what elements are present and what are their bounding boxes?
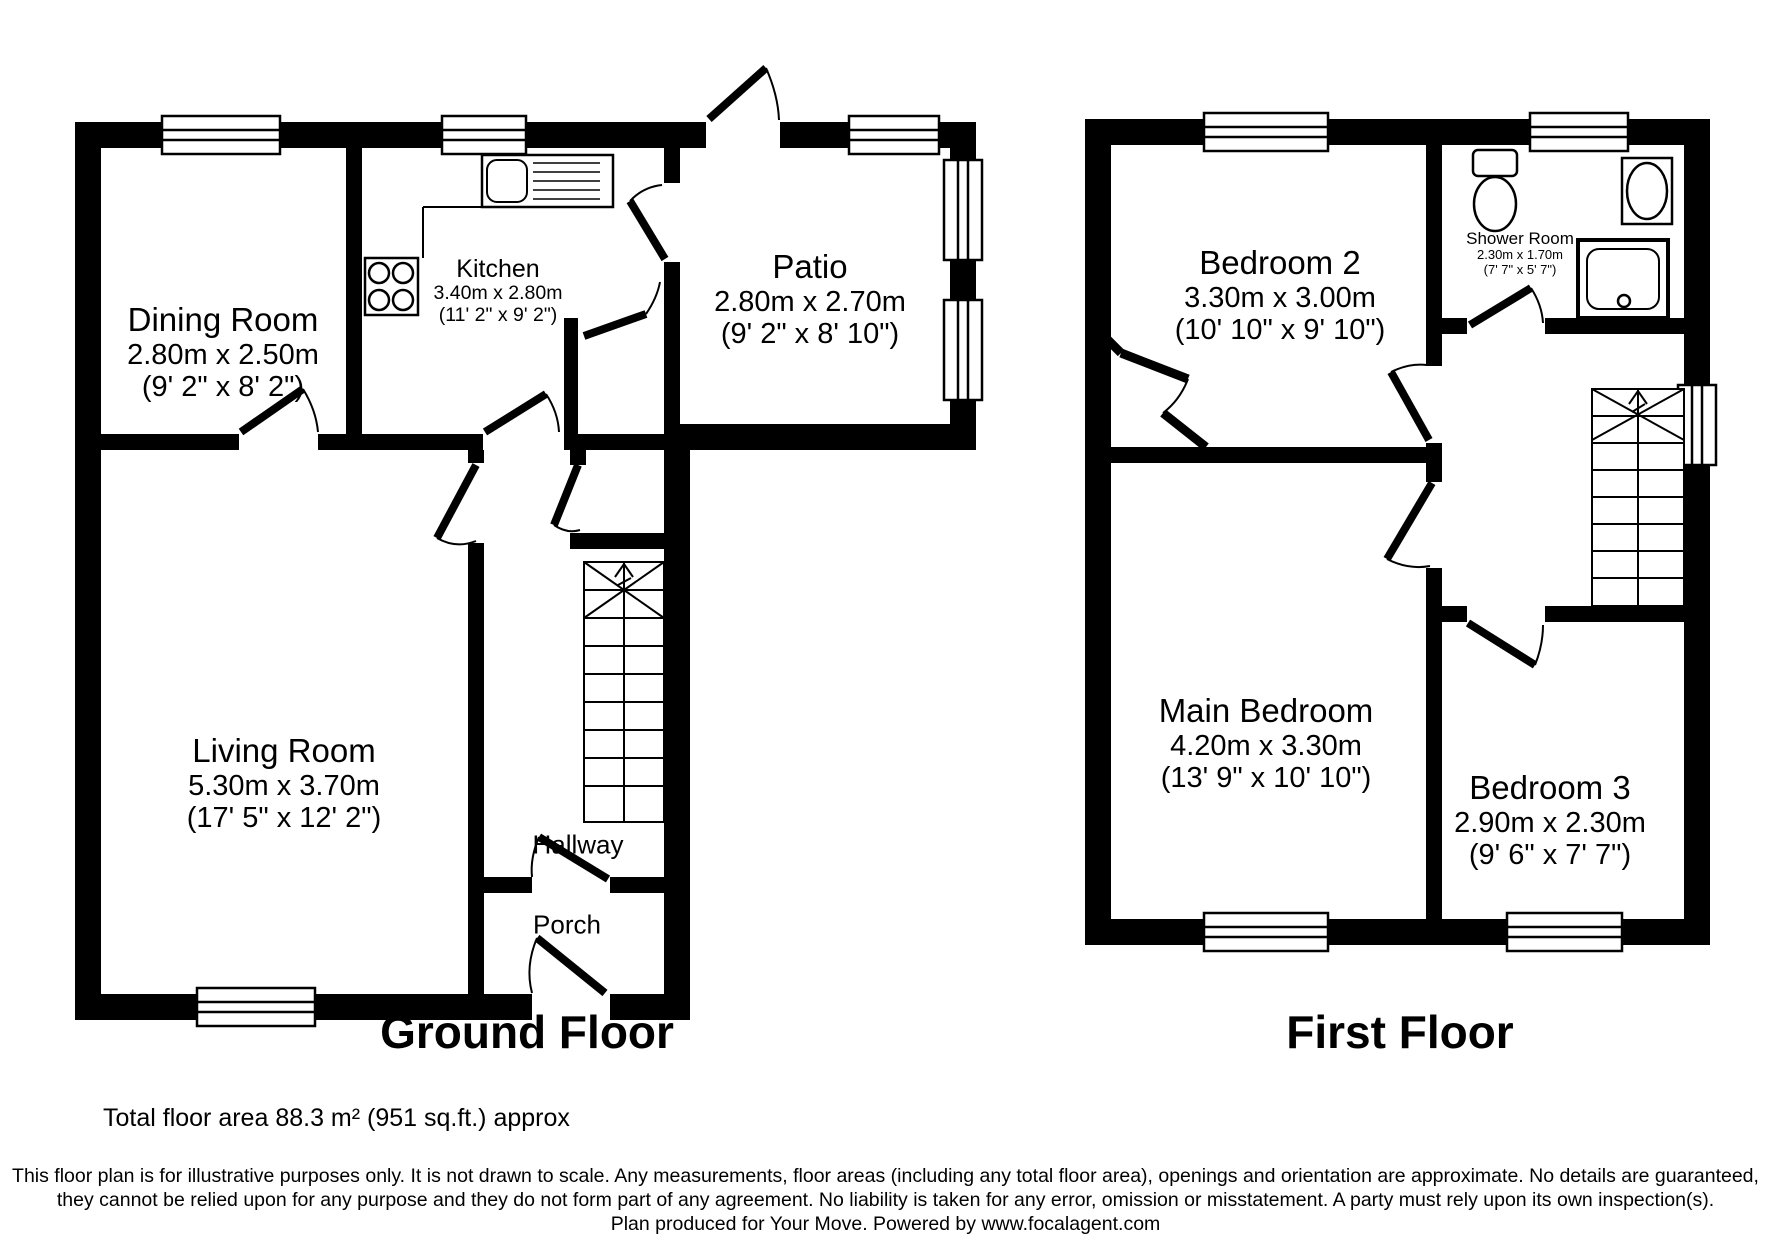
door-swing-icon <box>630 185 665 259</box>
room-name: Main Bedroom <box>1158 692 1374 730</box>
room-name: Bedroom 2 <box>1199 244 1361 282</box>
room-size-metric: 2.80m x 2.50m <box>127 339 319 372</box>
window-icon <box>1530 113 1628 151</box>
wall-porch-top <box>610 877 664 893</box>
first-floor-title: First Floor <box>1286 1006 1514 1058</box>
hob-icon <box>365 258 418 315</box>
room-name: Bedroom 3 <box>1469 769 1631 807</box>
room-label-porch <box>533 910 601 939</box>
wall-divider <box>1426 568 1442 919</box>
room-size-imperial: (7' 7" x 5' 7") <box>1483 261 1557 277</box>
wall-patio-bottom <box>664 424 976 450</box>
wall-porch-top <box>484 877 532 893</box>
door-gap-patio-exterior <box>706 122 780 148</box>
window-icon <box>944 300 982 400</box>
room-label-living-room <box>187 733 381 835</box>
room-name: Hallway <box>532 829 624 860</box>
wall-bedroom2-bottom <box>1111 447 1426 463</box>
wall-patio-left <box>664 262 680 424</box>
wall-landing-bottom <box>1442 606 1467 622</box>
room-size-imperial: (13' 9" x 10' 10") <box>1160 762 1372 795</box>
room-name: Patio <box>772 248 848 286</box>
wall-mid <box>101 434 239 450</box>
room-name: Porch <box>533 909 601 940</box>
door-swing-icon <box>709 68 779 120</box>
wall-patio-left <box>664 148 680 183</box>
room-label-patio <box>714 249 906 351</box>
wall-stub <box>570 450 586 465</box>
stairs-up-icon <box>584 562 664 822</box>
room-label-shower-room <box>1466 229 1574 277</box>
door-swing-icon <box>1468 623 1543 665</box>
wall-left <box>75 122 101 1020</box>
door-swing-icon <box>1470 288 1543 325</box>
ground-floor-plan <box>75 68 982 1026</box>
door-swing-icon <box>437 465 476 544</box>
window-icon <box>944 160 982 260</box>
door-swing-icon <box>584 282 660 336</box>
wall-lobby-left <box>564 318 578 434</box>
room-name: Shower Room <box>1466 228 1574 248</box>
room-size-metric: 3.40m x 2.80m <box>433 282 563 305</box>
wash-basin-icon <box>1622 158 1672 224</box>
wall-dining-kitchen <box>346 148 362 434</box>
wall-divider <box>1426 145 1442 366</box>
total-floor-area: Total floor area 88.3 m² (951 sq.ft.) approx <box>103 1104 570 1132</box>
wall-living-hall <box>468 450 484 463</box>
room-name: Living Room <box>192 732 376 770</box>
disclaimer-line-1: This floor plan is for illustrative purposes only. It is not drawn to scale. Any measurements, floor areas (including any total floor area), openings and orientation are approximate. No details are guaranteed, <box>12 1165 1759 1187</box>
disclaimer-line-3: Plan produced for Your Move. Powered by www.focalagent.com <box>610 1213 1161 1235</box>
window-icon <box>849 116 939 154</box>
shower-tray-icon <box>1578 240 1668 318</box>
ground-floor-title: Ground Floor <box>380 1006 674 1058</box>
disclaimer-line-2: they cannot be relied upon for any purpose and they do not form part of any agreement. No liability is taken for any error, omission or misstatement. A party must rely upon its own inspection(s). <box>56 1189 1715 1211</box>
room-size-metric: 3.30m x 3.00m <box>1184 282 1376 315</box>
door-swing-icon <box>529 938 605 993</box>
room-size-imperial: (11' 2" x 9' 2") <box>438 304 558 326</box>
room-size-imperial: (9' 2" x 8' 2") <box>141 371 305 404</box>
wall-right <box>664 424 690 1020</box>
room-size-imperial: (9' 6" x 7' 7") <box>1468 839 1632 872</box>
room-name: Dining Room <box>127 301 319 339</box>
room-label-kitchen <box>434 255 563 327</box>
room-size-metric: 2.80m x 2.70m <box>714 286 906 319</box>
door-swing-icon <box>1391 365 1429 440</box>
room-size-imperial: (9' 2" x 8' 10") <box>720 318 900 351</box>
wall-landing-bottom <box>1545 606 1684 622</box>
room-size-metric: 2.30m x 1.70m <box>1477 246 1563 262</box>
cupboard-doors-icon <box>1102 334 1206 447</box>
wall-shower-bottom <box>1442 318 1467 334</box>
room-label-hallway <box>532 830 623 859</box>
room-name: Kitchen <box>456 255 540 284</box>
wall-left <box>1085 119 1111 945</box>
room-label-bedroom-2 <box>1175 245 1386 347</box>
window-icon <box>197 988 315 1026</box>
wall-right <box>1684 119 1710 945</box>
kitchen-sink-icon <box>482 155 613 207</box>
wall-divider <box>1426 443 1442 482</box>
wall-shower-bottom <box>1545 318 1684 334</box>
room-size-imperial: (10' 10" x 9' 10") <box>1174 314 1386 347</box>
door-swing-icon <box>554 465 580 531</box>
door-swing-icon <box>485 394 559 432</box>
toilet-icon <box>1473 150 1517 231</box>
room-size-imperial: (17' 5" x 12' 2") <box>186 802 382 835</box>
door-swing-icon <box>1387 483 1432 567</box>
window-icon <box>162 116 280 154</box>
wall-mid <box>318 434 483 450</box>
room-size-metric: 5.30m x 3.70m <box>188 770 380 803</box>
wall-understairs <box>570 533 664 549</box>
stairs-up-icon <box>1592 389 1684 606</box>
window-icon <box>442 116 526 154</box>
counter-edge-line <box>423 207 613 258</box>
room-label-dining-room <box>127 302 319 404</box>
wall-living-hall <box>468 543 484 994</box>
window-icon <box>1204 113 1328 151</box>
window-icon <box>1507 913 1622 951</box>
room-label-main-bedroom <box>1159 693 1374 795</box>
wall-mid <box>564 434 664 450</box>
room-size-metric: 4.20m x 3.30m <box>1170 730 1362 763</box>
room-size-metric: 2.90m x 2.30m <box>1454 807 1646 840</box>
room-label-bedroom-3 <box>1454 770 1646 872</box>
window-icon <box>1204 913 1328 951</box>
